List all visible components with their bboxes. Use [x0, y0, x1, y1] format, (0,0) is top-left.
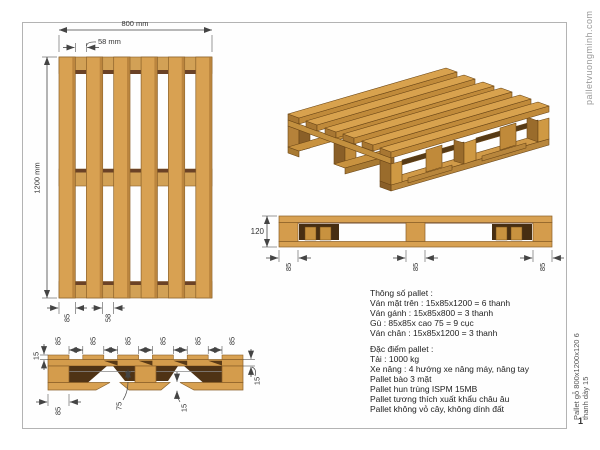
dim-side-block: 85 [538, 262, 547, 272]
feature-line: Pallet không vỏ cây, không dính đất [370, 404, 505, 414]
iso-near-block [391, 161, 402, 185]
dim-side-block: 85 [411, 262, 420, 272]
watermark-site: palletvuongminh.com [584, 10, 594, 105]
dim-front-board: 85 [193, 336, 203, 346]
side-block [279, 223, 298, 242]
board-shade [127, 57, 130, 297]
dim-gap-width: 58 [103, 313, 113, 323]
dim-front-board: 85 [227, 336, 237, 346]
dim-side-block: 85 [284, 262, 293, 272]
dim-front-board: 85 [158, 336, 168, 346]
spec-block [370, 288, 510, 338]
dim-side-height: 120 [250, 227, 264, 236]
front-shadow [184, 366, 222, 383]
dim-front-board: 85 [123, 336, 133, 346]
spec-line: Ván chân : 15x85x1200 = 3 thanh [370, 328, 498, 338]
front-block [135, 366, 156, 383]
dim-top-length: 1200 mm [32, 162, 42, 194]
side-back-block [511, 227, 522, 240]
dim-block-height: 75 [114, 401, 124, 411]
iso-near-block-side [454, 140, 464, 164]
watermark-doc-line1: Pallet gỗ 800x1200x120 6 [572, 333, 581, 420]
isometric-view [288, 68, 549, 191]
iso-near-block [538, 118, 549, 142]
feature-block [370, 344, 529, 414]
dim-bottom-thickness: 15 [179, 403, 189, 413]
front-shadow [113, 366, 135, 381]
top-view [33, 19, 213, 322]
dim-block-width: 85 [53, 406, 63, 416]
side-block [533, 223, 552, 242]
board-shade [72, 57, 75, 297]
front-bottom-board [48, 383, 110, 391]
iso-interior-block [500, 123, 516, 150]
watermark-doc-line2: thanh dày 15 [581, 376, 590, 420]
iso-near-block-side [380, 160, 391, 185]
front-shadow [156, 366, 178, 381]
dim-stringer-thickness: 15 [252, 376, 262, 386]
front-bottom-board [180, 383, 243, 391]
feature-line: Pallet hun trùng ISPM 15MB [370, 384, 478, 394]
feature-line: Pallet bào 3 mặt [370, 374, 432, 384]
board-shade [209, 57, 212, 297]
side-top-board [279, 216, 552, 223]
front-block [48, 366, 69, 383]
board-shade [154, 57, 157, 297]
front-shadow [69, 366, 107, 383]
dim-deck-thickness: 15 [31, 351, 41, 361]
spec-line: Ván mặt trên : 15x85x1200 = 6 thanh [370, 298, 511, 308]
spec-line: Ván gánh : 15x85x800 = 3 thanh [370, 308, 494, 318]
iso-interior-block [426, 145, 442, 172]
iso-near-block-side [527, 117, 538, 142]
iso-near-block [464, 139, 476, 164]
board-shade [100, 57, 103, 297]
spec-title: Thông số pallet : [370, 288, 433, 298]
side-view [251, 216, 564, 271]
dim-front-board: 85 [88, 336, 98, 346]
front-view [32, 337, 262, 415]
side-block [406, 223, 425, 242]
watermark-doc-title [572, 333, 590, 420]
feature-line: Xe nâng : 4 hướng xe nâng máy, nâng tay [370, 364, 530, 374]
front-block [222, 366, 243, 383]
spec-line: Gù : 85x85x cao 75 = 9 cục [370, 318, 474, 328]
side-back-block [320, 227, 331, 240]
side-back-block [305, 227, 316, 240]
dim-board-width: 85 [62, 313, 72, 323]
side-back-block [496, 227, 507, 240]
feature-title: Đặc điểm pallet : [370, 344, 434, 354]
dim-top-width: 800 mm [121, 19, 149, 28]
board-shade [182, 57, 185, 297]
feature-line: Tải : 1000 kg [370, 354, 420, 364]
front-deck-ends [48, 355, 243, 360]
dim-gap: 58 mm [98, 37, 121, 46]
side-bottom-board [279, 242, 552, 248]
front-top-dims [54, 337, 237, 354]
page-number: 1 [578, 416, 584, 426]
feature-line: Pallet tương thích xuất khẩu châu âu [370, 394, 510, 404]
dim-front-board: 85 [53, 336, 63, 346]
